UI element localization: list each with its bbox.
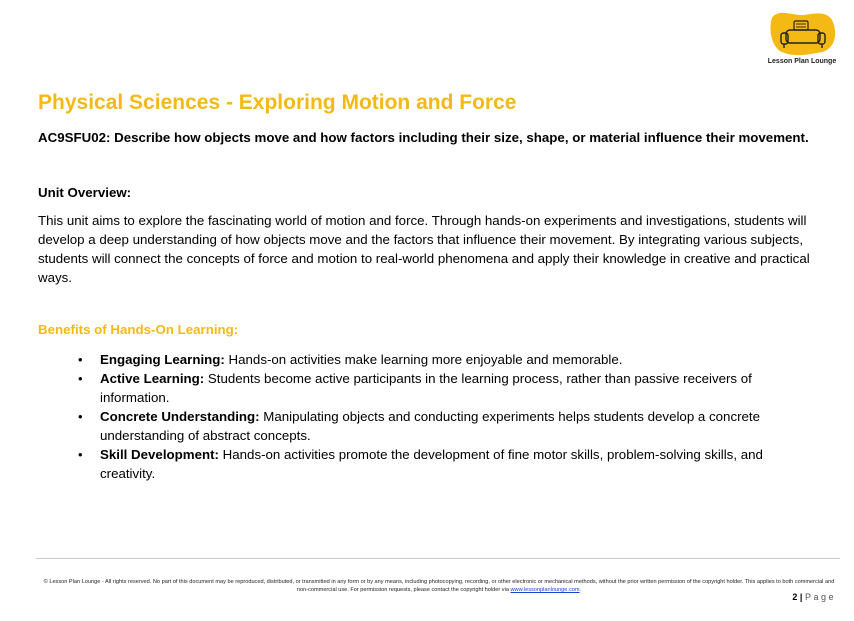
list-item — [62, 445, 802, 483]
benefit-term: Active Learning: — [100, 371, 205, 386]
curriculum-standard: AC9SFU02: Describe how objects move and how factors including their size, shape, or material influence their movement. — [38, 130, 809, 145]
bullet-icon: • — [78, 371, 83, 386]
copyright-text: © Lesson Plan Lounge - All rights reserved. No part of this document may be reproduced, distributed, or transmitted in any form or by any means, including photocopying, recording, or other electronic or mechanical methods, without the prior written permission of the copyright holder. This applies to both commercial and non-commercial use. For permission requests, please contact the copyright holder via — [43, 579, 835, 593]
benefit-text: Hands-on activities promote the development of fine motor skills, problem-solving skills, and creativity. — [100, 447, 763, 481]
bullet-icon: • — [78, 447, 83, 462]
benefit-text: Hands-on activities make learning more enjoyable and memorable. — [224, 352, 623, 367]
copyright-suffix: . — [579, 587, 582, 593]
benefits-heading: Benefits of Hands-On Learning: — [38, 322, 239, 337]
sofa-icon — [766, 12, 838, 58]
list-item — [62, 407, 802, 445]
benefit-text: Manipulating objects and conducting experiments helps students develop a concrete understanding of abstract concepts. — [100, 409, 761, 443]
benefit-term: Concrete Understanding: — [100, 409, 260, 424]
logo — [764, 12, 840, 70]
overview-heading: Unit Overview: — [38, 185, 132, 200]
bullet-icon: • — [78, 352, 83, 367]
website-link[interactable]: www.lessonplanlounge.com — [510, 587, 580, 593]
page-separator: | — [799, 592, 803, 602]
logo-text: Lesson Plan Lounge — [767, 58, 837, 65]
list-item — [62, 369, 802, 407]
overview-paragraph: This unit aims to explore the fascinating world of motion and force. Through hands-on experiments and investigations, students will develop a deep understanding of how objects move and the factors that influence their movement. By integrating various subjects, students will connect the concepts of force and motion to real-world phenomena and apply their knowledge in creative and practical ways. — [38, 213, 810, 285]
benefit-text: Students become active participants in the learning process, rather than passive receivers of information. — [100, 371, 752, 405]
benefits-list — [62, 350, 802, 483]
page-title: Physical Sciences - Exploring Motion and Force — [38, 91, 517, 114]
benefit-term: Skill Development: — [100, 447, 219, 462]
benefit-term: Engaging Learning: — [100, 352, 225, 367]
list-item — [62, 350, 802, 369]
copyright-notice — [38, 578, 840, 594]
page-word: Page — [804, 592, 836, 602]
page-number-value: 2 — [792, 592, 798, 602]
bullet-icon: • — [78, 409, 83, 424]
page-number — [792, 592, 836, 602]
footer-divider — [36, 558, 840, 559]
